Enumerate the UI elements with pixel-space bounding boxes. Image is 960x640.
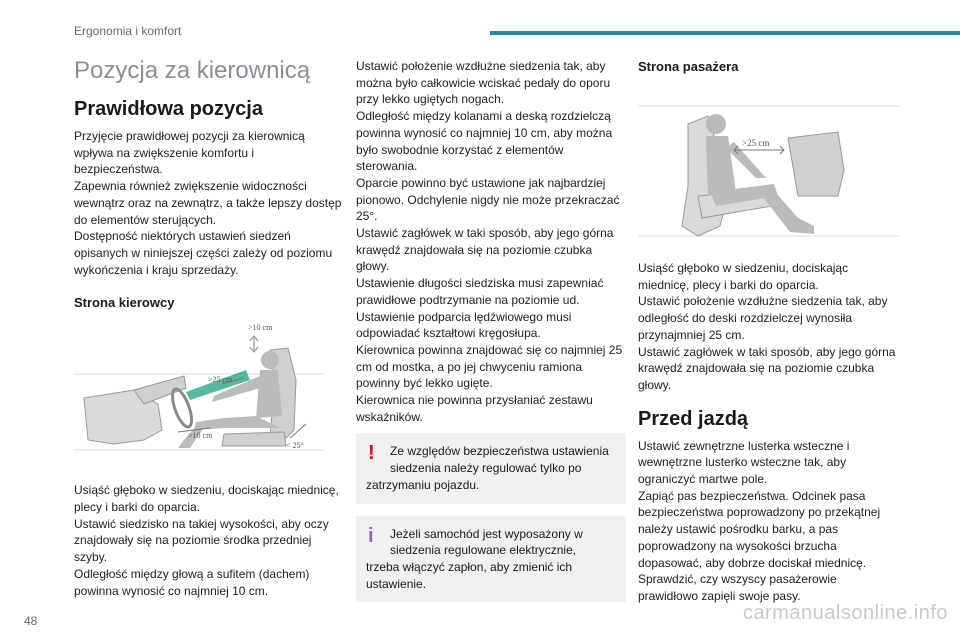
info-line: siedzenia regulowane elektrycznie, [390,543,577,558]
passenger-paragraph: Usiąść głęboko w siedzeniu, dociskając miednicę, plecy i barki do oparcia. [638,261,849,292]
intro-paragraph: Zapewnia również zwiększenie widoczności wewnątrz oraz na zewnątrz, a także lepszy dostęp do elementów sterujących. [74,179,342,227]
warning-line: siedzenia należy regulować tylko po [390,461,582,476]
seat-paragraph: Ustawić położenie wzdłużne siedzenia tak, aby można było całkowicie wciskać pedały do oporu przy lekko ugiętych nogach. [356,59,611,107]
header-accent-bar [490,31,960,35]
info-line: trzeba włączyć zapłon, aby zmienić ich ustawienie. [366,559,573,591]
column-3 [638,58,900,605]
heading-passenger-side: Strona pasażera [638,59,739,74]
warning-line: Ze względów bezpieczeństwa ustawienia [390,444,609,459]
before-paragraph: Zapiąć pas bezpieczeństwa. Odcinek pasa bezpieczeństwa poprowadzony po przekątnej należy ustawić pośrodku barku, a pas poprowadzony na wysokości brzucha dopasować, aby dobrze dociskał miednicę. [638,488,881,570]
seat-paragraph: Ustawienie podparcia lędźwiowego musi odpowiadać kształtowi kręgosłupa. [356,309,572,341]
section-title: Pozycja za kierownicą [74,57,311,84]
passenger-seat-diagram [638,86,900,242]
seat-paragraph: Kierownica powinna znajdować się co najmniej 25 cm od mostka, a po jej chwyceniu ramiona powinny być lekko ugięte. [356,342,623,391]
warning-icon: ! [368,442,375,465]
passenger-paragraph: Ustawić zagłówek w taki sposób, aby jego górna krawędź znajdowała się na poziomie czubka głowy. [638,344,896,392]
seat-paragraph: Oparcie powinno być ustawione jak najbardziej pionowo. Odchylenie nigdy nie może przekraczać 25°. [356,175,620,224]
head-clearance-label: >10 cm [248,323,273,333]
column-2 [356,58,626,602]
warning-line: zatrzymaniu pojazdu. [366,477,480,492]
running-header: Ergonomia i komfort [74,24,182,38]
seat-paragraph: Odległość między kolanami a deską rozdzielczą powinna wynosić co najmniej 10 cm, aby można było swobodnie korzystać z elementów sterowania. [356,109,613,174]
info-line: Jeżeli samochód jest wyposażony w [390,526,583,541]
before-paragraph: Sprawdzić, czy wszyscy pasażerowie prawidłowo zapięli swoje pasy. [638,572,837,603]
before-paragraph: Ustawić zewnętrzne lusterka wsteczne i wewnętrzne lusterko wsteczne tak, aby ograniczyć martwe pole. [638,438,850,487]
wheel-distance-label: >25 cm [208,375,233,385]
knee-distance-label: >10 cm [188,431,213,441]
info-icon: i [368,524,374,547]
driver-seat-illustration [74,320,346,468]
intro-paragraph: Przyjęcie prawidłowej pozycji za kierownicą wpływa na zwiększenie komfortu i bezpieczeństwa. [74,129,305,177]
passenger-seat-illustration [638,86,900,242]
driver-paragraph: Usiąść głęboko w siedzeniu, dociskając miednicę, plecy i barki do oparcia. [74,483,339,515]
info-box [356,516,626,603]
backrest-angle-label: < 25° [286,441,304,451]
seat-paragraph: Kierownica nie powinna przysłaniać zestawu wskaźników. [356,393,593,424]
intro-paragraph: Dostępność niektórych ustawień siedzeń opisanych w niniejszej części zależy od poziomu wykończenia i kraju sprzedaży. [74,229,333,277]
page-number: 48 [24,614,38,628]
heading-correct-position: Prawidłowa pozycja [74,98,263,120]
seat-paragraph: Ustawienie długości siedziska musi zapewniać prawidłowe podtrzymanie na poziomie ud. [356,276,604,307]
driver-paragraph: Ustawić siedzisko na takiej wysokości, aby oczy znajdowały się na poziomie środka przedniej szyby. [74,516,329,565]
driver-paragraph: Odległość między głową a sufitem (dachem) powinna wynosić co najmniej 10 cm. [74,566,310,598]
seat-paragraph: Ustawić zagłówek w taki sposób, aby jego górna krawędź znajdowała się na poziomie czubka głowy. [356,226,614,274]
dashboard-distance-label: >25 cm [742,138,770,148]
passenger-paragraph: Ustawić położenie wzdłużne siedzenia tak, aby odległość do deski rozdzielczej wynosiła przynajmniej 25 cm. [638,294,888,342]
heading-driver-side: Strona kierowcy [74,295,175,311]
heading-before-driving: Przed jazdą [638,407,749,430]
watermark: carmanualsonline.info [742,602,948,624]
column-1 [74,56,346,599]
warning-box [356,433,626,503]
driver-seat-diagram [74,320,346,468]
